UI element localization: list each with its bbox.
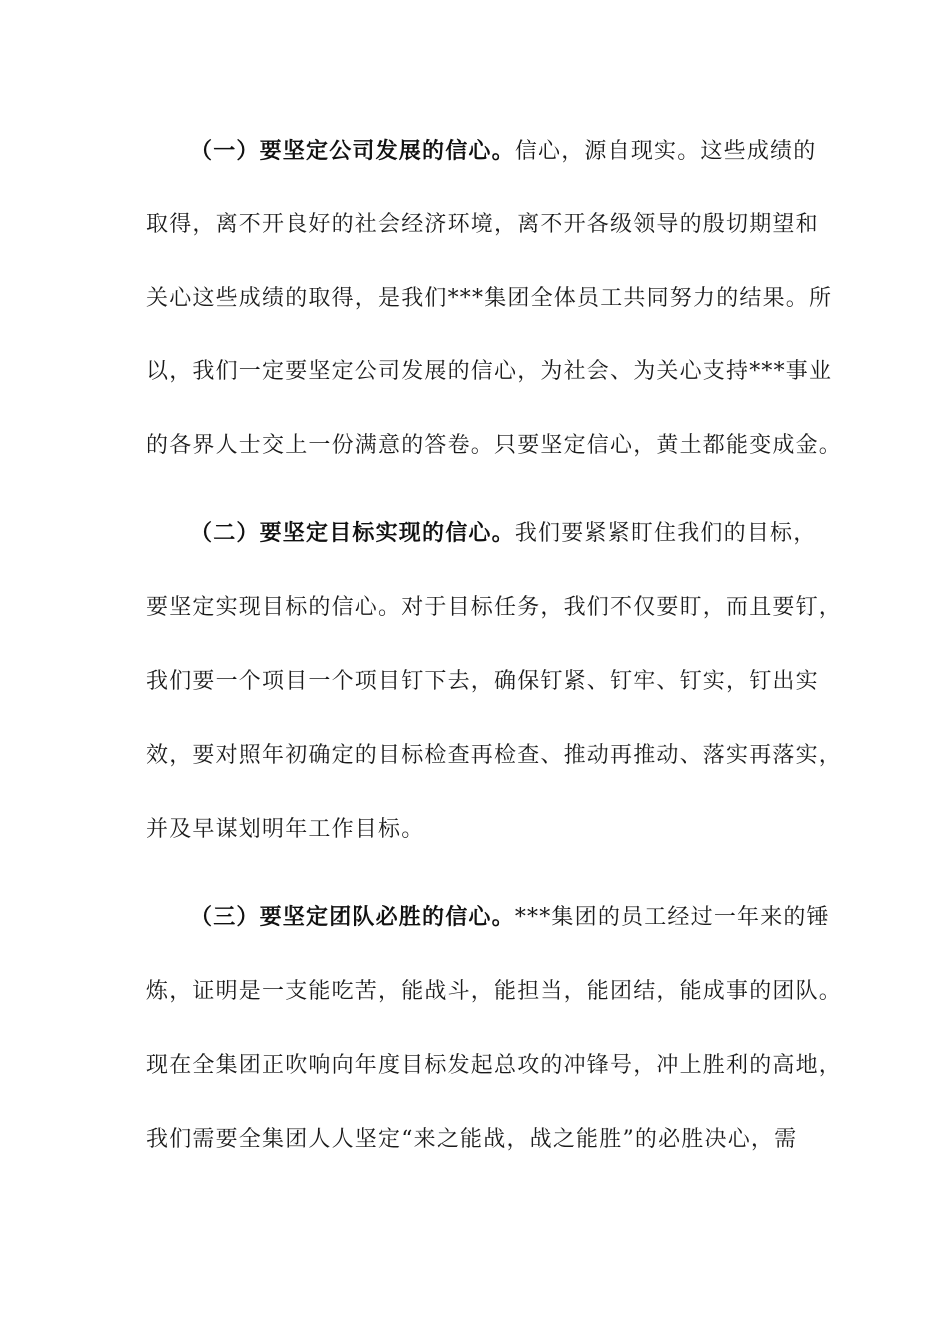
paragraph-2-line-3: 我们要一个项目一个项目钉下去，确保钉紧、钉牢、钉实，钉出实 (146, 669, 819, 694)
paragraph-3-line-1 (190, 903, 830, 933)
paragraph-1-line-4: 以，我们一定要坚定公司发展的信心，为社会、为关心支持***事业 (146, 359, 833, 384)
paragraph-1-line-1 (190, 137, 817, 167)
paragraph-2-text: 我们要紧紧盯住我们的目标， (514, 521, 817, 546)
paragraph-2-line-5: 并及早谋划明年工作目标。 (146, 817, 425, 842)
paragraph-3-line-4: 我们需要全集团人人坚定“来之能战，战之能胜”的必胜决心，需 (146, 1127, 798, 1152)
paragraph-3-text: ***集团的员工经过一年来的锤 (514, 905, 830, 930)
paragraph-1-line-2: 取得，离不开良好的社会经济环境，离不开各级领导的殷切期望和 (146, 212, 819, 237)
paragraph-3-line-3: 现在全集团正吹响向年度目标发起总攻的冲锋号，冲上胜利的高地， (146, 1053, 843, 1078)
paragraph-2-line-1 (190, 519, 817, 549)
paragraph-3-line-2: 炼，证明是一支能吃苦，能战斗，能担当，能团结，能成事的团队。 (146, 979, 843, 1004)
paragraph-1-line-5: 的各界人士交上一份满意的答卷。只要坚定信心，黄土都能变成金。 (146, 433, 843, 458)
paragraph-1-text: 信心，源自现实。这些成绩的 (514, 139, 817, 164)
paragraph-2-line-4: 效，要对照年初确定的目标检查再检查、推动再推动、落实再落实， (146, 743, 843, 768)
section-3-heading: （三）要坚定团队必胜的信心。 (190, 905, 515, 930)
section-1-heading: （一）要坚定公司发展的信心。 (190, 139, 515, 164)
paragraph-2-line-2: 要坚定实现目标的信心。对于目标任务，我们不仅要盯，而且要钉， (146, 595, 843, 620)
paragraph-1-line-3: 关心这些成绩的取得，是我们***集团全体员工共同努力的结果。所 (146, 286, 833, 311)
section-2-heading: （二）要坚定目标实现的信心。 (190, 521, 515, 546)
